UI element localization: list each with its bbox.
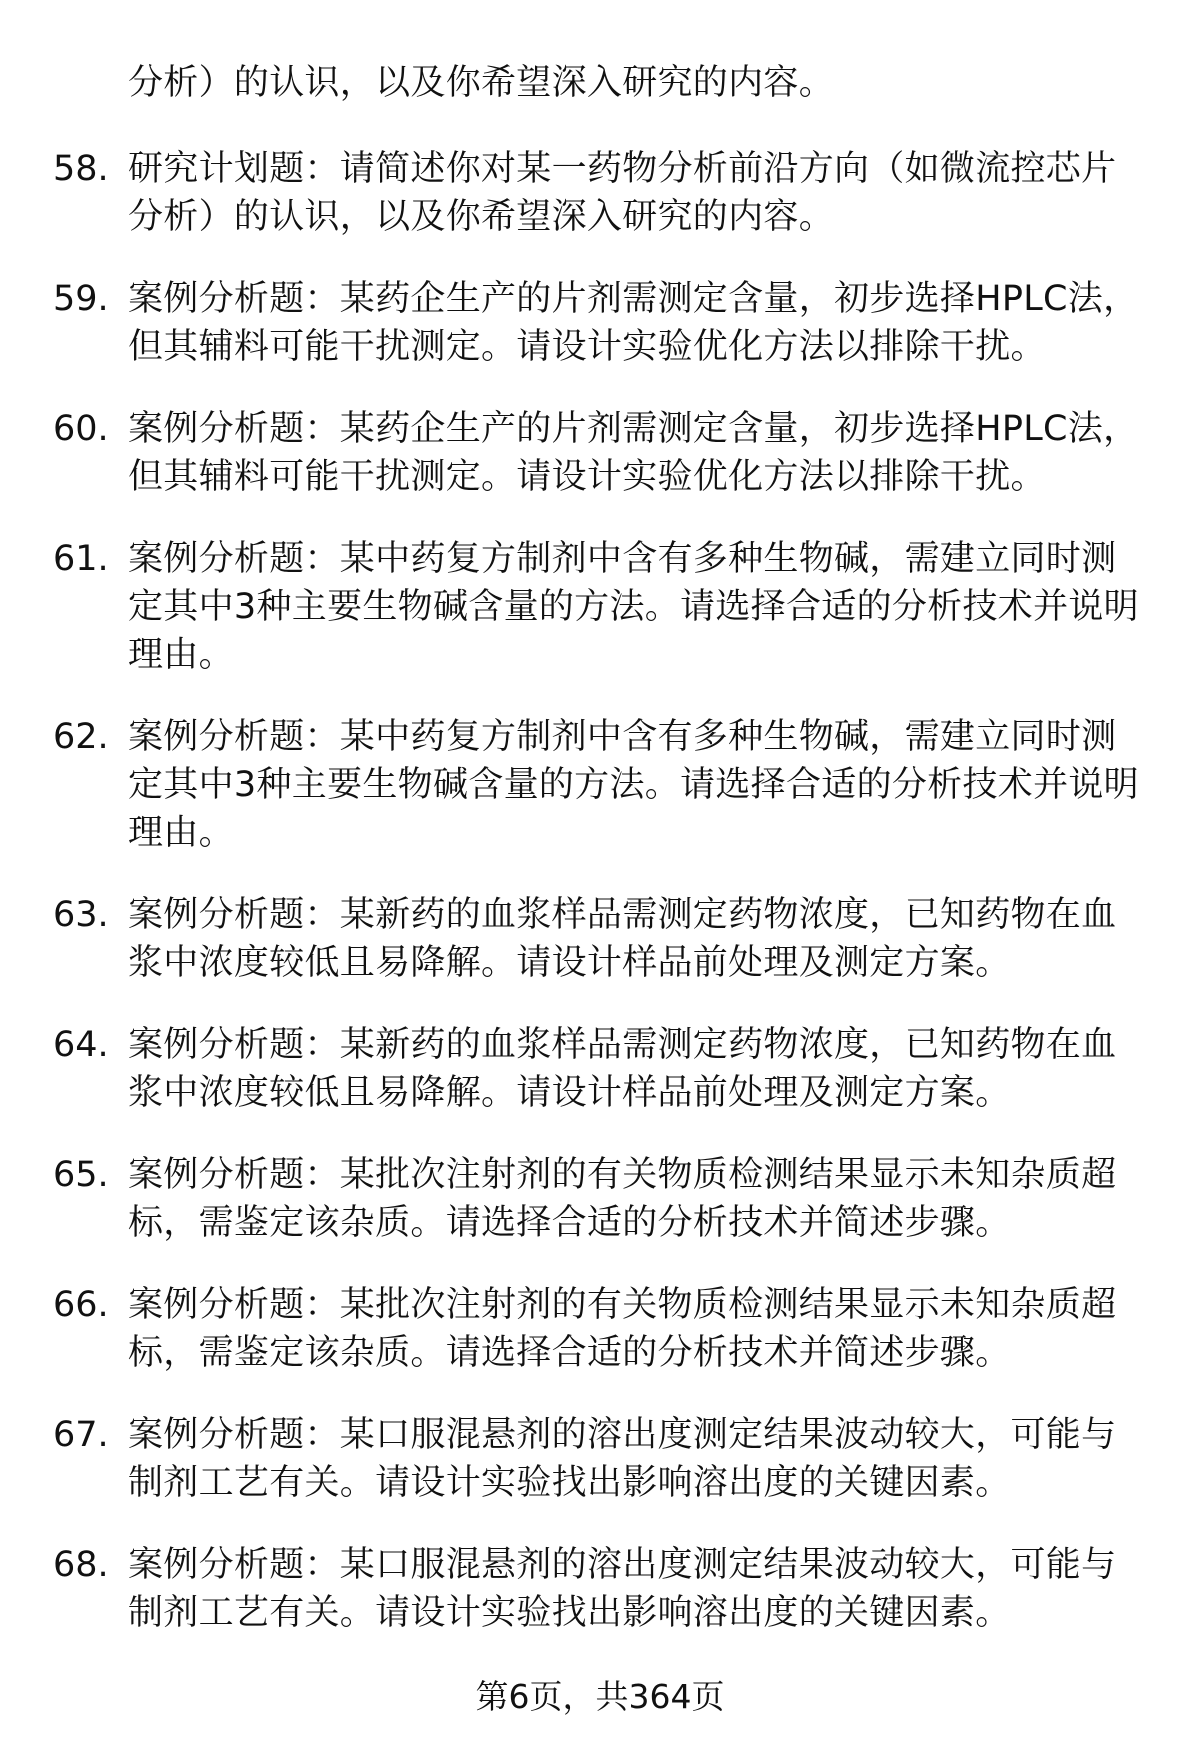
question-line: 制剂工艺有关。请设计实验找出影响溶出度的关键因素。 [128, 1593, 1011, 1633]
question-item [0, 1541, 1200, 1637]
question-item [0, 1411, 1200, 1507]
question-line: 案例分析题：某口服混悬剂的溶出度测定结果波动较大，可能与 [128, 1415, 1117, 1455]
question-line: 分析）的认识，以及你希望深入研究的内容。 [128, 197, 835, 237]
question-number: 61. [53, 539, 109, 579]
question-line: 分析）的认识，以及你希望深入研究的内容。 [128, 63, 835, 103]
page-number: 第6页，共364页 [475, 1677, 725, 1716]
question-line: 但其辅料可能干扰测定。请设计实验优化方法以排除干扰。 [128, 327, 1046, 367]
question-number: 68. [53, 1545, 109, 1585]
question-item [0, 275, 1200, 371]
question-number: 62. [53, 717, 109, 757]
question-number: 58. [53, 149, 109, 189]
question-line: 定其中3种主要生物碱含量的方法。请选择合适的分析技术并说明 [128, 587, 1139, 627]
question-line: 定其中3种主要生物碱含量的方法。请选择合适的分析技术并说明 [128, 765, 1139, 805]
question-number: 60. [53, 409, 109, 449]
question-item [0, 1021, 1200, 1117]
question-line: 案例分析题：某新药的血浆样品需测定药物浓度，已知药物在血 [128, 895, 1117, 935]
question-line: 理由。 [128, 813, 234, 853]
question-item [0, 713, 1200, 857]
question-line: 案例分析题：某药企生产的片剂需测定含量，初步选择HPLC法， [128, 409, 1139, 449]
question-number: 65. [53, 1155, 109, 1195]
question-line: 理由。 [128, 635, 234, 675]
question-line: 案例分析题：某中药复方制剂中含有多种生物碱，需建立同时测 [128, 539, 1117, 579]
question-line: 案例分析题：某批次注射剂的有关物质检测结果显示未知杂质超 [128, 1285, 1117, 1325]
question-line: 案例分析题：某中药复方制剂中含有多种生物碱，需建立同时测 [128, 717, 1117, 757]
question-item [0, 1151, 1200, 1247]
question-line: 标，需鉴定该杂质。请选择合适的分析技术并简述步骤。 [128, 1203, 1011, 1243]
question-item [0, 405, 1200, 501]
question-item [0, 145, 1200, 241]
question-item [0, 1281, 1200, 1377]
question-number: 59. [53, 279, 109, 319]
question-number: 67. [53, 1415, 109, 1455]
question-number: 66. [53, 1285, 109, 1325]
question-number: 63. [53, 895, 109, 935]
question-line: 浆中浓度较低且易降解。请设计样品前处理及测定方案。 [128, 943, 1011, 983]
question-list [0, 59, 1200, 1671]
question-line: 案例分析题：某新药的血浆样品需测定药物浓度，已知药物在血 [128, 1025, 1117, 1065]
question-item [0, 535, 1200, 679]
question-line: 案例分析题：某批次注射剂的有关物质检测结果显示未知杂质超 [128, 1155, 1117, 1195]
question-line: 研究计划题：请简述你对某一药物分析前沿方向（如微流控芯片 [128, 149, 1117, 189]
question-line: 浆中浓度较低且易降解。请设计样品前处理及测定方案。 [128, 1073, 1011, 1113]
question-line: 制剂工艺有关。请设计实验找出影响溶出度的关键因素。 [128, 1463, 1011, 1503]
question-line: 但其辅料可能干扰测定。请设计实验优化方法以排除干扰。 [128, 457, 1046, 497]
question-number: 64. [53, 1025, 109, 1065]
question-item [0, 891, 1200, 987]
question-continuation [0, 59, 1200, 107]
question-line: 案例分析题：某药企生产的片剂需测定含量，初步选择HPLC法， [128, 279, 1139, 319]
question-line: 标，需鉴定该杂质。请选择合适的分析技术并简述步骤。 [128, 1333, 1011, 1373]
question-line: 案例分析题：某口服混悬剂的溶出度测定结果波动较大，可能与 [128, 1545, 1117, 1585]
